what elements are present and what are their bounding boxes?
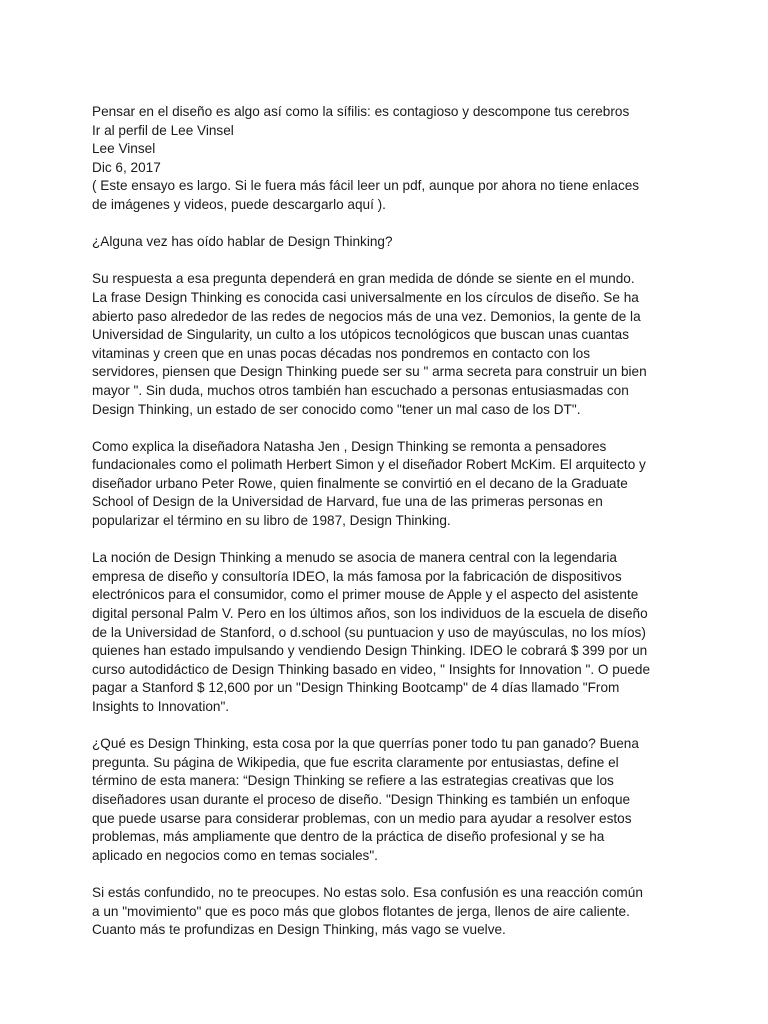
- paragraph-line: a un "movimiento" que es poco más que globos flotantes de jerga, llenos de aire caliente.: [92, 903, 630, 919]
- paragraph-line: diseñadores usan durante el proceso de diseño. "Design Thinking es también un enfoque: [92, 791, 631, 807]
- article-title: Pensar en el diseño es algo así como la sífilis: es contagioso y descompone tus cerebros: [92, 104, 630, 119]
- paragraph-line: Universidad de Singularity, un culto a los utópicos tecnológicos que buscan unas cuantas: [92, 327, 630, 343]
- paragraph-line: ¿Qué es Design Thinking, esta cosa por la que querrías poner todo tu pan ganado? Buena: [92, 736, 639, 752]
- paragraph-line: diseñador urbano Peter Rowe, quien finalmente se convirtió en el decano de la Graduate: [92, 475, 628, 491]
- paragraph-line: Si estás confundido, no te preocupes. No estas solo. Esa confusión es una reacción común: [92, 884, 643, 900]
- paragraph-line: pagar a Stanford $ 12,600 por un "Design Thinking Bootcamp" de 4 días llamado "From: [92, 680, 620, 696]
- paragraph-line: problemas, más ampliamente que dentro de la práctica de diseño profesional y se ha: [92, 829, 605, 845]
- paragraph: [92, 233, 732, 252]
- paragraph-line: Como explica la diseñadora Natasha Jen , Design Thinking se remonta a pensadores: [92, 438, 607, 454]
- paragraph-line: aplicado en negocios como en temas sociales".: [92, 847, 378, 863]
- paragraph-line: digital personal Palm V. Pero en los últimos años, son los individuos de la escuela de diseño: [92, 606, 648, 622]
- publish-date: Dic 6, 2017: [92, 159, 161, 175]
- paragraph-line: La frase Design Thinking es conocida casi universalmente en los círculos de diseño. Se ha: [92, 289, 639, 305]
- paragraph: [92, 270, 732, 419]
- paragraph-line: curso autodidáctico de Design Thinking basado en video, " Insights for Innovation ". O puede: [92, 661, 651, 677]
- paragraph-line: Su respuesta a esa pregunta dependerá en gran medida de dónde se siente en el mundo.: [92, 271, 635, 287]
- paragraph-line: electrónicos para el consumidor, como el primer mouse de Apple y el aspecto del asistente: [92, 587, 639, 603]
- paragraph: [92, 884, 732, 940]
- paragraph-line: pregunta. Su página de Wikipedia, que fue escrita claramente por entusiastas, define el: [92, 754, 619, 770]
- paragraph-line: que puede usarse para considerar problemas, con un medio para ayudar a resolver estos: [92, 810, 632, 826]
- paragraph-line: Design Thinking, un estado de ser conocido como "tener un mal caso de los DT".: [92, 401, 581, 417]
- profile-link-text[interactable]: Ir al perfil de Lee Vinsel: [92, 122, 234, 138]
- paragraph-line: quienes han estado impulsando y vendiendo Design Thinking. IDEO le cobrará $ 399 por un: [92, 643, 648, 659]
- author-name: Lee Vinsel: [92, 141, 156, 157]
- paragraph-line: abierto paso alrededor de las redes de negocios más de una vez. Demonios, la gente de la: [92, 308, 641, 324]
- paragraph-line: servidores, piensen que Design Thinking puede ser su " arma secreta para construir un bien: [92, 364, 647, 380]
- paragraph-line: término de esta manera: “Design Thinking se refiere a las estrategias creativas que los: [92, 773, 614, 789]
- paragraph-line: Insights to Innovation".: [92, 699, 230, 714]
- article-header: [92, 103, 732, 215]
- paragraph: [92, 438, 732, 531]
- paragraph-line: fundacionales como el polimath Herbert Simon y el diseñador Robert McKim. El arquitecto y: [92, 457, 646, 473]
- author-profile-link[interactable]: [92, 122, 732, 141]
- paragraph: [92, 549, 732, 716]
- paragraph-line: La noción de Design Thinking a menudo se asocia de manera central con la legendaria: [92, 550, 617, 566]
- paragraph-line: School of Design de la Universidad de Harvard, fue una de las primeras personas en: [92, 494, 603, 510]
- paragraph-line: ¿Alguna vez has oído hablar de Design Thinking?: [92, 234, 393, 250]
- paragraph: [92, 735, 732, 865]
- essay-note-line: ( Este ensayo es largo. Si le fuera más fácil leer un pdf, aunque por ahora no tiene enlaces: [92, 178, 640, 194]
- paragraph-line: mayor ". Sin duda, muchos otros también han escuchado a personas entusiasmadas con: [92, 382, 629, 398]
- document-page: [92, 103, 732, 958]
- essay-note-line: de imágenes y videos, puede descargarlo aquí ).: [92, 196, 386, 212]
- paragraph-line: Cuanto más te profundizas en Design Thinking, más vago se vuelve.: [92, 922, 506, 938]
- paragraph-line: empresa de diseño y consultoría IDEO, la más famosa por la fabricación de dispositivos: [92, 568, 622, 584]
- paragraph-line: vitaminas y creen que en unas pocas décadas nos pondremos en contacto con los: [92, 345, 590, 361]
- paragraph-line: de la Universidad de Stanford, o d.school (su puntuacion y uso de mayúsculas, no los míos): [92, 624, 646, 640]
- paragraph-line: popularizar el término en su libro de 1987, Design Thinking.: [92, 513, 451, 529]
